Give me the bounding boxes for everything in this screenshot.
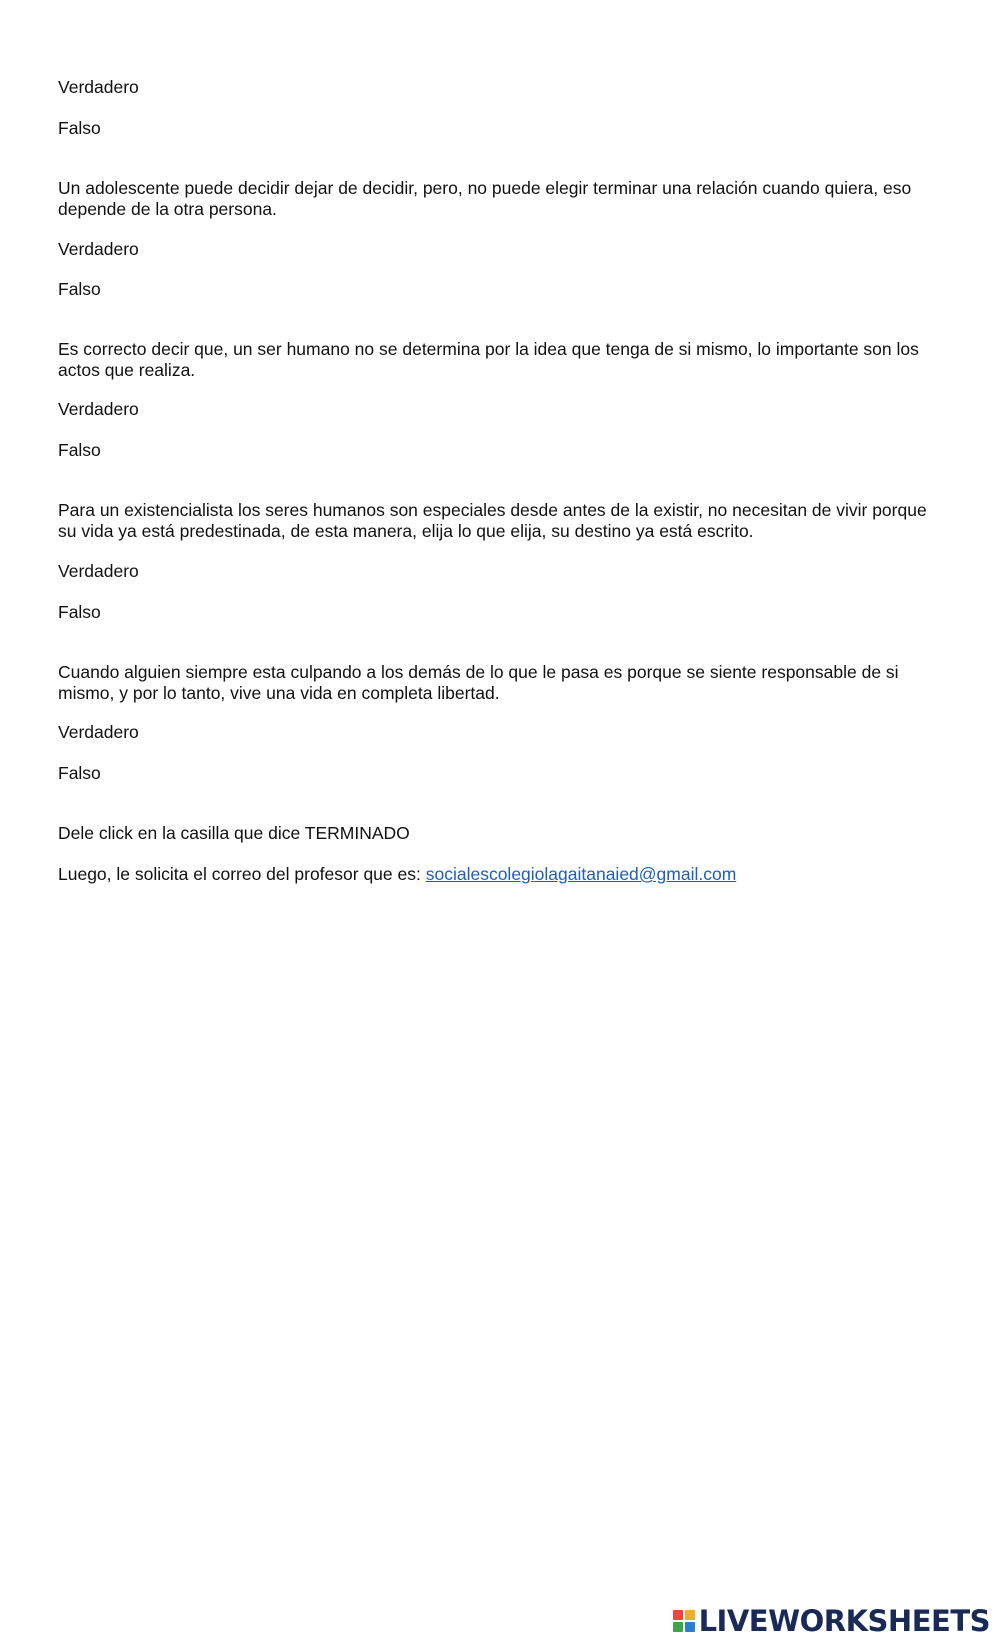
option-falso-q5[interactable]: Falso xyxy=(58,763,101,783)
email-prefix: Luego, le solicita el correo del profesor que es: xyxy=(58,864,426,884)
option-verdadero-q4[interactable]: Verdadero xyxy=(58,561,139,581)
question-3-text: Es correcto decir que, un ser humano no se determina por la idea que tenga de si mismo, lo importante son los actos que realiza. xyxy=(58,339,919,380)
teacher-email-link[interactable]: socialescolegiolagaitanaied@gmail.com xyxy=(425,864,737,884)
option-verdadero-q1[interactable]: Verdadero xyxy=(58,77,139,97)
option-falso-q2[interactable]: Falso xyxy=(58,279,101,299)
option-falso-q1[interactable]: Falso xyxy=(58,118,101,138)
question-4-text: Para un existencialista los seres humanos son especiales desde antes de la existir, no necesitan de vivir porque su vida ya está predestinada, de esta manera, elija lo que elija, su destino ya está escrito. xyxy=(58,500,927,541)
instruction-click-terminado: Dele click en la casilla que dice TERMINADO xyxy=(58,823,410,843)
option-falso-q3[interactable]: Falso xyxy=(58,440,101,460)
question-5-text: Cuando alguien siempre esta culpando a los demás de lo que le pasa es porque se siente responsable de si mismo, y por lo tanto, vive una vida en completa libertad. xyxy=(58,662,899,703)
option-verdadero-q5[interactable]: Verdadero xyxy=(58,722,139,742)
logo-tile xyxy=(685,1622,695,1632)
logo-tile xyxy=(685,1610,695,1620)
option-verdadero-q3[interactable]: Verdadero xyxy=(58,399,139,419)
liveworksheets-logo-icon xyxy=(673,1610,695,1632)
logo-tile xyxy=(673,1622,683,1632)
option-falso-q4[interactable]: Falso xyxy=(58,602,101,622)
question-2-text: Un adolescente puede decidir dejar de decidir, pero, no puede elegir terminar una relación cuando quiera, eso depende de la otra persona. xyxy=(58,178,912,219)
option-verdadero-q2[interactable]: Verdadero xyxy=(58,239,139,259)
logo-tile xyxy=(673,1610,683,1620)
liveworksheets-logo-text: LIVEWORKSHEETS xyxy=(698,1604,990,1638)
instruction-email-line xyxy=(58,864,736,885)
liveworksheets-logo xyxy=(673,1604,990,1638)
